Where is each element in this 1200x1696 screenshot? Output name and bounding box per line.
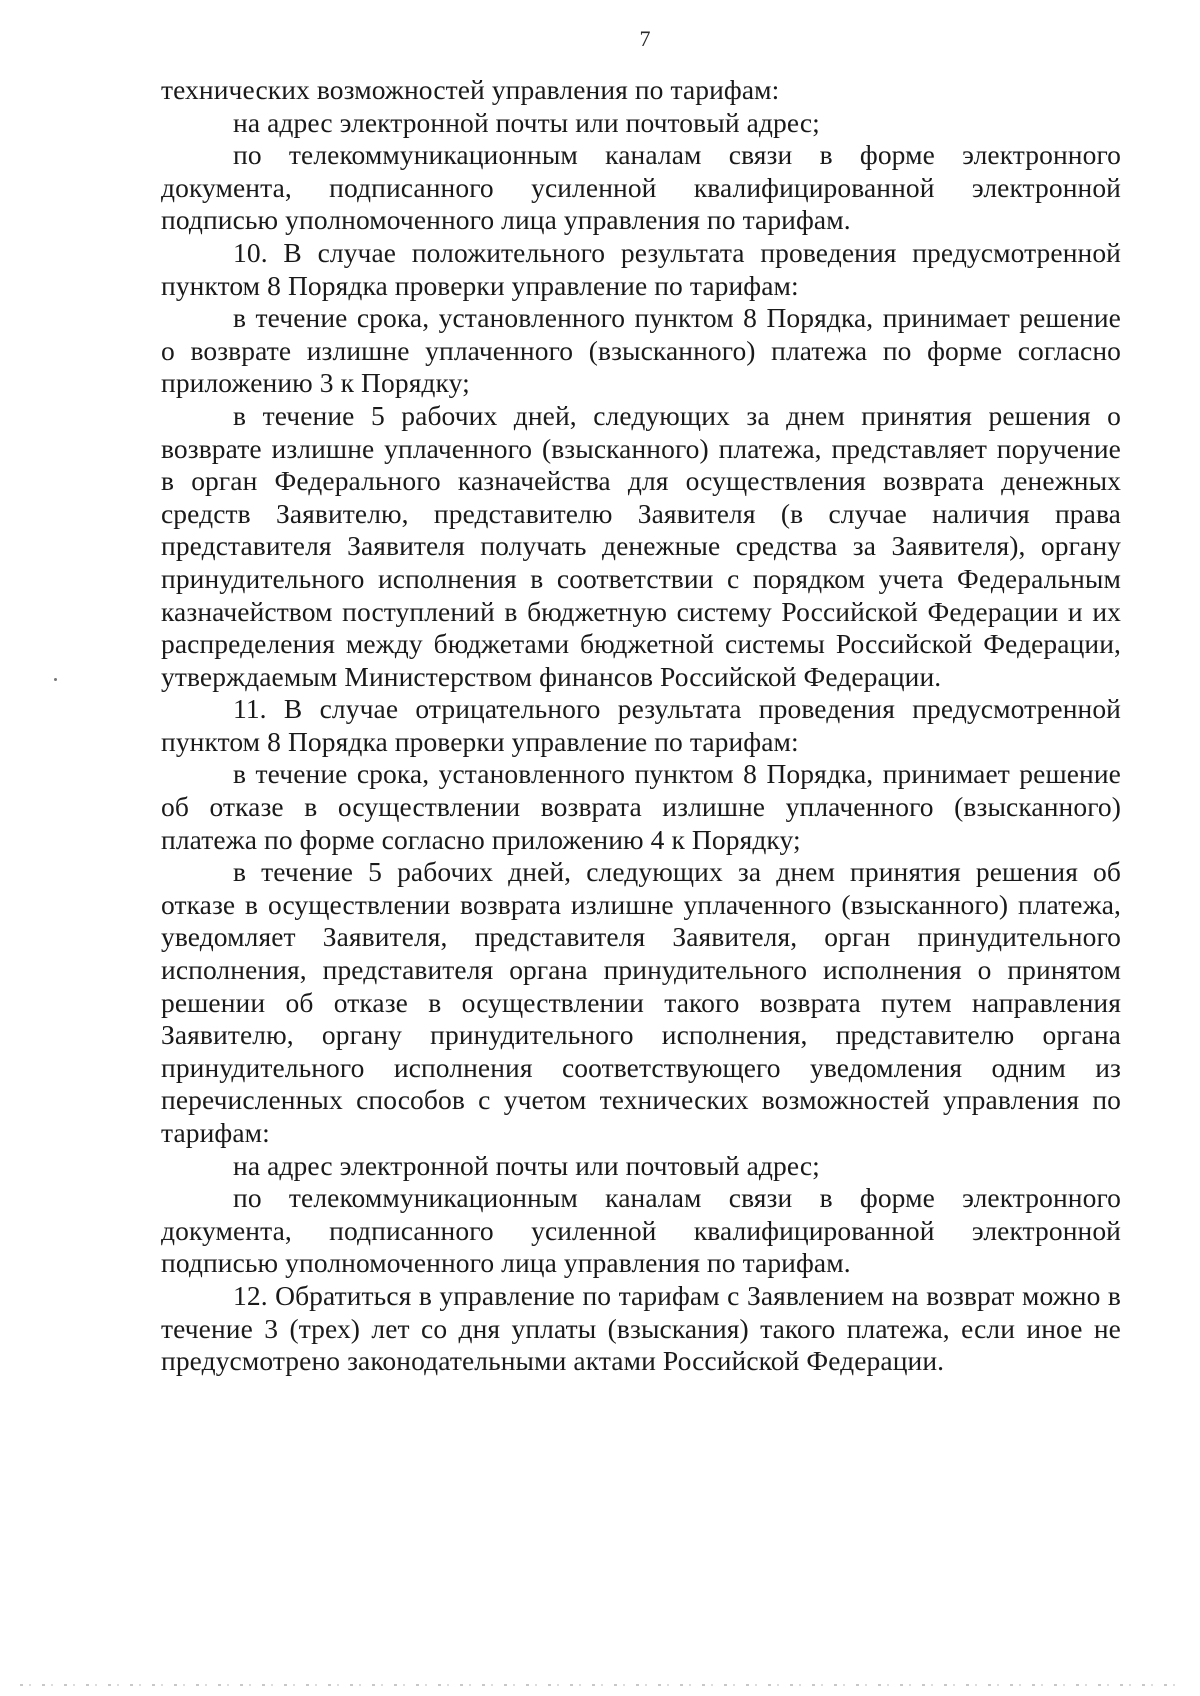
paragraph-telecom-option: по телекоммуникационным каналам связи в форме электронного документа, подписанного усиленной квалифицированной электронной подписью уполномоченного лица управления по тарифам.: [161, 139, 1121, 236]
page-number: 7: [639, 26, 651, 51]
paragraph-clause-10-decision: в течение срока, установленного пунктом 8 Порядка, принимает решение о возврате излишне уплаченного (взысканного) платежа по форме согласно приложению 3 к Порядку;: [161, 302, 1121, 399]
paragraph-telecom-option-2: по телекоммуникационным каналам связи в форме электронного документа, подписанного усиленной квалифицированной электронной подписью уполномоченного лица управления по тарифам.: [161, 1182, 1121, 1279]
paragraph-email-option: на адрес электронной почты или почтовый адрес;: [233, 106, 820, 138]
paragraph-clause-11-decision: в течение срока, установленного пунктом 8 Порядка, принимает решение об отказе в осуществлении возврата излишне уплаченного (взысканного) платежа по форме согласно приложению 4 к Порядку;: [161, 758, 1121, 855]
scan-edge-noise: [20, 1684, 1180, 1686]
paragraph-clause-11-notice: в течение 5 рабочих дней, следующих за днем принятия решения об отказе в осуществлении возврата излишне уплаченного (взысканного) платежа, уведомляет Заявителя, представителя Заявителя, орган принудительного исполнения, представителя органа принудительного исполнения о принятом решении об отказе в осуществлении такого возврата путем направления Заявителю, органу принудительного исполнения, представителю органа принудительного исполнения соответствующего уведомления одним из перечисленных способов с учетом технических возможностей управления по тарифам:: [161, 856, 1121, 1148]
paragraph-clause-10-order: в течение 5 рабочих дней, следующих за днем принятия решения о возврате излишне уплаченного (взысканного) платежа, представляет поручение в орган Федерального казначейства для осуществления возврата денежных средств Заявителю, представителю Заявителя (в случае наличия права представителя Заявителя получать денежные средства за Заявителя), органу принудительного исполнения в соответствии с порядком учета Федеральным казначейством поступлений в бюджетную систему Российской Федерации и их распределения между бюджетами бюджетной системы Российской Федерации, утверждаемым Министерством финансов Российской Федерации.: [161, 399, 1121, 692]
paragraph-clause-10: 10. В случае положительного результата проведения предусмотренной пунктом 8 Порядка проверки управление по тарифам:: [161, 236, 1121, 301]
paragraph-clause-11: 11. В случае отрицательного результата проведения предусмотренной пунктом 8 Порядка проверки управление по тарифам:: [161, 693, 1121, 757]
paragraph-clause-12: 12. Обратиться в управление по тарифам с Заявлением на возврат можно в течение 3 (трех) лет со дня уплаты (взыскания) такого платежа, если иное не предусмотрено законодательными актами Российской Федерации.: [161, 1279, 1121, 1377]
paragraph-continuation: технических возможностей управления по тарифам:: [161, 74, 780, 105]
scan-speck: [54, 678, 57, 681]
document-body: [161, 74, 1121, 1378]
paragraph-email-option-2: на адрес электронной почты или почтовый адрес;: [233, 1149, 820, 1181]
